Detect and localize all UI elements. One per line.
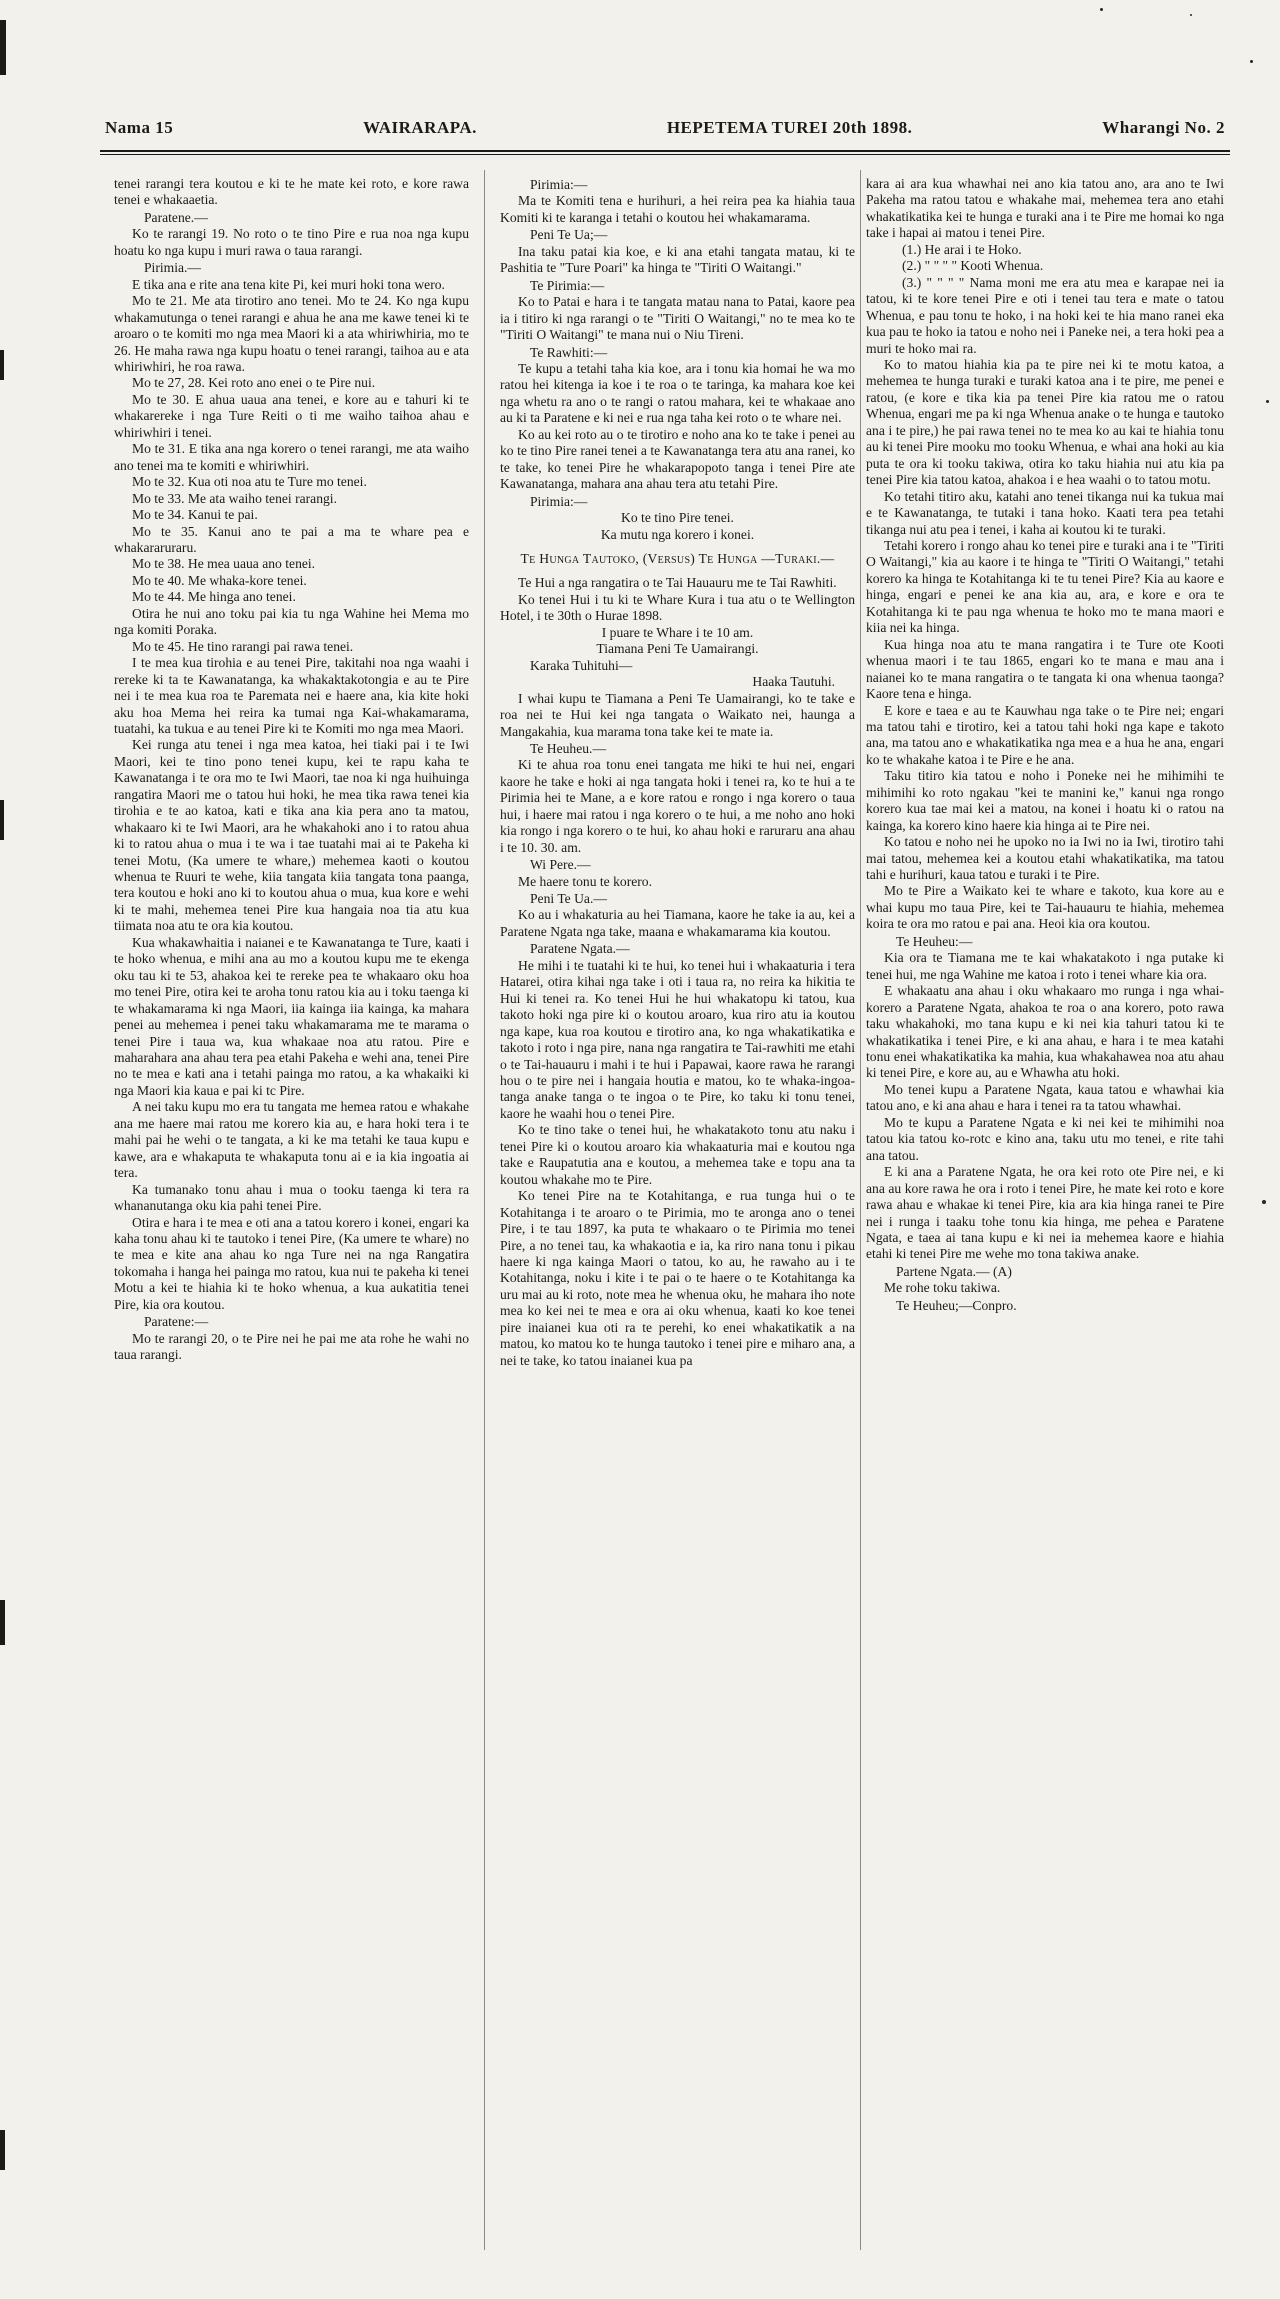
paragraph: Ka tumanako tonu ahau i mua o tooku taenga ki tera ra whananutanga oku kia pahi tenei Pire. <box>114 1181 469 1214</box>
paragraph: Ina taku patai kia koe, e ki ana etahi tangata matau, ki te Pashitia te "Ture Poari" ka hinga te "Tiriti O Waitangi." <box>500 243 855 276</box>
list-item: (2.) " " " " Kooti Whenua. <box>902 258 1044 274</box>
paragraph: Ko te tino take o tenei hui, he whakatakoto tonu atu naku i tenei Pire ki o koutou aroaro kia whakaaturia mai e koutou nga take e Raupatutia ana e koutou, a mehemea take e topu ana ta koutou whakahe mo te Pire. <box>500 1122 855 1187</box>
paragraph: Ma te Komiti tena e hurihuri, a hei reira pea ka hiahia taua Komiti ki te karanga i tetahi o koutou hei whakamarama. <box>500 193 855 225</box>
speaker-label: Te Heuheu.— <box>530 740 607 756</box>
paragraph: Mo te 30. E ahua uaua ana tenei, e kore au e tahuri ki te whakarereke i nga Ture Reiti o ti me waiho taihoa ahau e whiriwhiri i tenei. <box>114 391 469 440</box>
paragraph: He mihi i te tuatahi ki te hui, ko tenei hui i whakaaturia i tera Hatarei, otira kihai nga take i oti i taua ra, no reira ka hikitia te Hui ki tenei ra. Ko tenei Hui he hui whakatopu ki tatou, kua takoto hoki nga pire ki o koutou aroaro, kua riro atu ia koutou nga kape, kua roa koutou e tirotiro ana, ko nga whakatikatika e takoto i roto i nga pire, nana nga rangatira te Tai-rawhiti me etahi o te Tai-hauauru i mahi i te hui i Papawai, kaore rawa he rarangi hou o te pire nei i hangaia houtia e matou, ko te whaka-ingoa-tanga anake tanga o te ingoa o te Pire, ko taku ki tonu tenei, kaore he waahi hou o tenei Pire. <box>500 957 855 1121</box>
paragraph: I whai kupu te Tiamana a Peni Te Uamairangi, ko te take e roa nei te Hui kei nga tangata o Waikato nei, haunga a Mangakahia, kua marama tona take kei te mate ia. <box>500 690 855 739</box>
paragraph: tenei rarangi tera koutou e ki te he mate kei roto, e kore rawa tenei e whakaaetia. <box>114 176 469 208</box>
speaker-label: Paratene Ngata.— <box>530 941 630 957</box>
paragraph: Mo te kupu a Paratene Ngata e ki nei kei te mihimihi noa tatou kia tatou ko-rotc e kino ana, taku utu mo tenei, e rite tahi ana tatou. <box>866 1114 1224 1163</box>
paragraph: Mo te 40. Me whaka-kore tenei. <box>132 572 307 588</box>
paragraph: Otira he nui ano toku pai kia tu nga Wahine hei Mema mo nga komiti Poraka. <box>114 605 469 638</box>
paragraph: Te kupu a tetahi taha kia koe, ara i tonu kia homai he wa mo ratou hei kitenga ia koe i te roa o te taringa, ka mahara koe kei nga whetu ra ano o te rangi o ratou mahara, kei te whakaae ano au ki ta Paratene e ki nei e rua nga taha kei roto o te whare nei. <box>500 360 855 426</box>
paragraph: Mo te 21. Me ata tirotiro ano tenei. Mo te 24. Ko nga kupu whakamutunga o tenei rarangi e ahua he ana me kawe tenei ki te aroaro o te komiti mo nga mea Maori ki a ata whiriwhiria, mo te 26. He maha rawa nga kupu hoatu o tenei rarangi, taihoa au e ata whiriwhiri, he roa rawa. <box>114 293 469 374</box>
paragraph: Ko tenei Hui i tu ki te Whare Kura i tua atu o te Wellington Hotel, i te 30th o Hurae 1898. <box>500 591 855 624</box>
speaker-label: Te Heuheu:— <box>896 933 973 949</box>
left-edge-mark <box>0 350 4 380</box>
section-heading: Te Hunga Tautoko, (Versus) Te Hunga —Turaki.— <box>520 550 835 566</box>
paragraph: Mo te 31. E tika ana nga korero o tenei rarangi, me ata waiho ano tenei ma te komiti e whiriwhiri. <box>114 441 469 473</box>
paragraph: Me rohe toku takiwa. <box>884 1280 1001 1296</box>
speaker-label: Te Rawhiti:— <box>530 344 608 360</box>
paragraph: Taku titiro kia tatou e noho i Poneke nei he mihimihi te mihimihi ko roto ngakau "kei te manini ke," kanui nga rongo korero kua tae mai kei a matou, na konei i hoatu ki o ratou na kainga, ka korero kino haere kia hinga ai te Pire nei. <box>866 768 1224 833</box>
page-number: Wharangi No. 2 <box>1102 118 1225 137</box>
paragraph: Tetahi korero i rongo ahau ko tenei pire e turaki ana i te "Tiriti O Waitangi," kia au kaore i te hinga te "Tiriti O Waitangi," tetahi korero ka hinga te Kotahitanga ki te tu tenei Pire? Kia au kaore e hinga, engari e penei ke ana kia au, ara, e kore e ora te Kotahitanga ki te pau nga whenua te hoko mo te mana maori e kiia nei ka hinga. <box>866 537 1224 636</box>
paragraph: Mo te rarangi 20, o te Pire nei he pai me ata rohe he wahi no taua rarangi. <box>114 1330 469 1363</box>
paragraph: Mo te 34. Kanui te pai. <box>132 507 258 523</box>
paragraph: Ko to Patai e hara i te tangata matau nana to Patai, kaore pea ia i titiro ki nga rarangi o te "Tiriti O Waitangi," no te mea ko te "Tiriti O Waitangi" te mana nui o Niu Tireni. <box>500 294 855 343</box>
paragraph: Mo te 45. He tino rarangi pai rawa tenei. <box>132 638 354 654</box>
speaker-label: Pirimia:— <box>530 493 588 509</box>
paragraph: Mo te Pire a Waikato kei te whare e takoto, kua kore au e whai kupu mo taua Pire, kei te Tai-hauauru te hiahia, mehemea koira te ora mo ratou e pai ana. Heoi kia ora koutou. <box>866 883 1224 932</box>
paragraph: Te Hui a nga rangatira o te Tai Hauauru me te Tai Rawhiti. <box>518 575 837 591</box>
masthead <box>105 118 1225 150</box>
left-edge-mark <box>0 1600 5 1645</box>
paragraph: I te mea kua tirohia e au tenei Pire, takitahi noa nga waahi i rereke ki ta te Kawanatanga, ka whakaktakotongia e au te Pire nei i te mea kua roa te Paremata nei e haere ana, kia kite hoki aku hoa Mema hei reira ka tumai nga Kai-whakamarama, tuatahi, ka tukua e au tenei Pire ki te Komiti mo nga mea Maori. <box>114 655 469 736</box>
paragraph: Mo te 44. Me hinga ano tenei. <box>132 589 296 605</box>
paragraph: Mo tenei kupu a Paratene Ngata, kaua tatou e whawhai kia tatou ano, e ki ana ahau e hara i tenei ra ta tatou whawhai. <box>866 1081 1224 1114</box>
paragraph: kara ai ara kua whawhai nei ano kia tatou ano, ara ano te Iwi Pakeha ma ratou tatou e whakahe mai, mehemea tera ano etahi whakatikatika kei te hunga e turaki ana i te Pire me homai ko nga take i hapai ai matou i tenei Pire. <box>866 176 1224 241</box>
paragraph: Otira e hara i te mea e oti ana a tatou korero i konei, engari ka kaha tonu ahau ki te tautoko i tenei Pire, (Ka umere te whare) no te mea e kite ana ahau ko nga Ture nei na nga Rangatira tokomaha i hanga hei painga mo ratou, kua nui te pakeha ki tenei Motu a kei te hiahia ki te hoko whenua, a kua aukatitia tenei Pire, kia ora koutou. <box>114 1214 469 1312</box>
speaker-label: Paratene.— <box>144 209 208 225</box>
paragraph: Tiamana Peni Te Uamairangi. <box>596 641 759 657</box>
paragraph: Ki te ahua roa tonu enei tangata me hiki te hui nei, engari kaore he take e hoki ai nga tangata hoki i tenei ra, ko te hui a te Pirimia hei te Mane, a e kore ratou e rongo i nga korero o taua hui, i haere mai ratou i nga korero o te hui, a me noho ano hoki kia rongo i nga korero o te hui, ko ahau hoki e raruraru ana ahau i te 10. 30. am. <box>500 757 855 855</box>
paragraph: Ko to matou hiahia kia pa te pire nei ki te motu katoa, a mehemea te hunga turaki e turaki katoa ana i te pire, me penei e ratou, (e kore e tika kia pa tenei Pire kia ratou me o ratou Whenua, engari me pa ki nga Whenua anake o te hunga e tautoko ana i te pire,) he pai rawa tenei no te mea ko au kai te hiahia tonu au ki tenei Pire mooku mo tooku Whenua, e whai ana hoki au kia puta te ora ki tooku takiwa, otira ko taku hiahia nui atu kia pa tenei Pire kia tatou katoa, ahakoa i e hea waahi o to tatou motu. <box>866 356 1224 488</box>
signature: Haaka Tautuhi. <box>752 674 835 690</box>
paragraph: Mo te 38. He mea uaua ano tenei. <box>132 556 316 572</box>
speaker-label: Te Heuheu;—Conpro. <box>896 1297 1017 1313</box>
paragraph: Kua whakawhaitia i naianei e te Kawanatanga te Ture, kaati i te hoko whenua, e mihi ana au mo a koutou kupu me te ekenga oku tau ki te 53, ahakoa kei te rereke pea te whakaaro oku hoa mo tenei Pire, otira kei te aroha tonu ratou kia au i toku taenga ki te whakamarama ki nga Maori, iia kainga iia kainga, ka mahara penei au mehemea i penei taku whakamarama me te marama o tenei Pire i taua wa, kua whakaae noa atu ratou. Pire e maharahara ana ahau tera pea etahi Pakeha e wehi ana, tenei Pire no te mea e kati ana i tetahi painga mo ratou, a ka whakaiki ki nga Maori kia kaua e pai ki tc Pire. <box>114 934 469 1098</box>
paper-title: WAIRARAPA. <box>363 118 477 137</box>
paragraph: E whakaatu ana ahau i oku whakaaro mo runga i nga whai-korero a Paratene Ngata, ahakoa te roa o ana korero, poto rawa taku whakahoki, mo tana kupu e ki nei kia tahuri tatou ki te whakatikatika i tenei Pire, e ki ana ahau, e hara i te mea katahi tonu enei whakatikatika ka mahia, kua whakahawea noa atu ahau ki tenei Pire, e kore au, au e Whawha atu hoki. <box>866 983 1224 1081</box>
paper-speck <box>1190 14 1192 16</box>
column-1 <box>114 176 469 2256</box>
paragraph: E tika ana e rite ana tena kite Pi, kei muri hoki tona wero. <box>132 276 445 292</box>
paragraph: A nei taku kupu mo era tu tangata me hemea ratou e whakahe ana me haere mai ratou me korero kia au, e hara hoki tera i te mahi pai he wehi o te tangata, a ki ke ma tetahi ke taua kupu e kawe, ara e whakaputa te whakaputa tonu ai e ia kia ingoatia ai tera. <box>114 1099 469 1181</box>
paragraph: Kua hinga noa atu te mana rangatira i te Ture ote Kooti whenua maori i te tau 1865, engari ko te mana e mau ana i naianei ko te mana rangatira o te tangata ki ona whenua taonga? Kaore tena e hinga. <box>866 636 1224 702</box>
paragraph: Mo te 32. Kua oti noa atu te Ture mo tenei. <box>132 474 367 490</box>
speaker-label: Peni Te Ua.— <box>530 891 607 907</box>
list-item: (1.) He arai i te Hoko. <box>902 241 1022 257</box>
paragraph: Mo te 35. Kanui ano te pai a ma te whare pea e whakararuraru. <box>114 523 469 555</box>
left-edge-mark <box>0 2130 5 2170</box>
paragraph: Me haere tonu te korero. <box>518 873 652 889</box>
column-divider <box>860 170 861 2250</box>
paragraph: Mo te 27, 28. Kei roto ano enei o te Pire nui. <box>132 375 376 391</box>
speaker-label: Te Pirimia:— <box>530 277 605 293</box>
paragraph: Karaka Tuhituhi— <box>530 657 633 673</box>
column-divider <box>484 170 485 2250</box>
paragraph: Ko au i whakaturia au hei Tiamana, kaore he take ia au, kei a Paratene Ngata nga take, maana e whakamarama kia koutou. <box>500 907 855 939</box>
speaker-label: Peni Te Ua;— <box>530 227 608 243</box>
header-rule <box>100 150 1230 152</box>
paper-speck <box>1250 60 1253 63</box>
paragraph: Ka mutu nga korero i konei. <box>600 526 755 542</box>
issue-number: Nama 15 <box>105 118 174 137</box>
paper-speck <box>1100 8 1103 11</box>
left-edge-mark <box>0 20 6 75</box>
speaker-label: Partene Ngata.— (A) <box>896 1263 1012 1279</box>
issue-date: HEPETEMA TUREI 20th 1898. <box>666 118 913 137</box>
paragraph: Kia ora te Tiamana me te kai whakatakoto i nga putake ki tenei hui, me nga Wahine me katoa i roto i tenei whare kia ora. <box>866 950 1224 982</box>
paragraph: E kore e taea e au te Kauwhau nga take o te Pire nei; engari ma tatou tahi e tirotiro, kei a tatou tahi hoki nga kape e takoto ana, ma tatou ano e whakatikatika nga mea e a hua he ana, engari ko te whakahe katoa i te Pire e he ana. <box>866 702 1224 767</box>
left-edge-mark <box>0 800 4 840</box>
paragraph: Ko te tino Pire tenei. <box>621 510 734 526</box>
paragraph: Ko tetahi titiro aku, katahi ano tenei tikanga nui ka tukua mai e te Kawanatanga, te tutaki i tana hoko. Kaati tera pea tetahi tikanga nui atu pea i tenei, i kaha ai koutou ki te turaki. <box>866 488 1224 537</box>
paragraph: Kei runga atu tenei i nga mea katoa, hei tiaki pai i te Iwi Maori, kei te tino pono tenei kupu, kei te rapu kaha te Kawanatanga i te ora mo te Iwi Maori, tae noa ki nga huihuinga rangatira Maori me o tatou hui hoki, he mea tika rawa tenei kia tirohia e te ao katoa, kati e tika ana kia pera ano ta matou, whakaaro ki te Iwi Maori, ara he whakahoki ano i to ratou ahua ki to ratou ahua o mua i te wa i tae tuatahi mai ai te Pakeha ki tenei Motu, (Ka umere te whare,) mehemea kaoti o koutou whenua te Ruuri te wehe, kiia tangata kiia tangata tona paanga, tera koutou e hoki ano ki to koutou ahua o mua, kua kore e wehi ki te mahi, mehemea tenei Pire kua hangaia noa tia atu kua tiimata noa atu te ora kia koutou. <box>114 737 469 934</box>
paper-speck <box>1262 1200 1266 1204</box>
paragraph: Ko tatou e noho nei he upoko no ia Iwi no ia Iwi, tirotiro tahi mai tatou, mehemea kei a koutou etahi whakatikatika, ma tatou tahi e hurihuri, kaua tatou e turaki i te Pire. <box>866 834 1224 883</box>
list-item: (3.) " " " " Nama moni me era atu mea e karapae nei ia tatou, ki te kore tenei Pire e oti i tenei tau tera e mate o tatou Whenua, e pau tonu te hoko, i na hoki kei te hia mano ranei eka kua pau te hoko ia tatou e noho nei i Paneke nei, a tera hoki pea a muri te hoko mai ra. <box>866 274 1224 356</box>
header-rule-thin <box>100 154 1230 155</box>
speaker-label: Paratene:— <box>144 1314 209 1330</box>
speaker-label: Pirimia:— <box>530 177 588 192</box>
column-3 <box>866 176 1224 2256</box>
paragraph: Ko au kei roto au o te tirotiro e noho ana ko te take i penei au ko te tino Pire ranei tenei a te Kawanatanga tera atu ana ranei, ko te take, ko tenei Pire he whakarapopoto tanga i tenei Pire ate Kawanatanga, mahara ana ahau tera atu tetahi Pire. <box>500 426 855 492</box>
paragraph: Ko tenei Pire na te Kotahitanga, e rua tunga hui o te Kotahitanga i te aroaro o te Pirimia, mo te aronga ano o tenei Pire, i te tau 1897, ka puta te whakaaro o te Pirimia mo tenei Pire, a no tenei tau, ka whakaotia e ia, ka riro nana tonu i pikau haere ki nga kainga Maori o tatou, ko au, he rawaho au i te Kotahitanga, noku i kite i te pai o te haere o te Kotahitanga ka uru mai au ki roto, note mea he whenua oku, he mahara iho note mea ko kei nei te mea e ora ai oku whenua, kaati ko koe tenei pire inaianei kua oti ra te perehi, ko enei whakatikatik a na matou, ko matou ko te hunga tautoko i tenei pire e miharo ana, a nei te take, ko tatou inaianei kua pa <box>500 1188 855 1368</box>
speaker-label: Wi Pere.— <box>530 857 591 873</box>
paragraph: Mo te 33. Me ata waiho tenei rarangi. <box>132 490 337 506</box>
paragraph: I puare te Whare i te 10 am. <box>601 624 754 640</box>
speaker-label: Pirimia.— <box>144 260 202 276</box>
column-2 <box>500 176 855 2256</box>
paper-speck <box>1266 400 1269 403</box>
paragraph: Ko te rarangi 19. No roto o te tino Pire e rua noa nga kupu hoatu ko nga kupu i muri rawa o taua rarangi. <box>114 226 469 258</box>
paragraph: E ki ana a Paratene Ngata, he ora kei roto ote Pire nei, e ki ana au kore rawa he ora i roto i tenei Pire, he mate kei roto e kore rawa ahau e whakae ki tenei Pire, kia ara kia hinga ranei te Pire nei i runga i taaku tohe tonu kia hinga, me pehea e Paratene Ngata, e taea ai tana kupu e ki nei ia mehemea kaore e hiahia etahi ki tenei Pire me wehe mo tona takiwa anake. <box>866 1164 1224 1262</box>
